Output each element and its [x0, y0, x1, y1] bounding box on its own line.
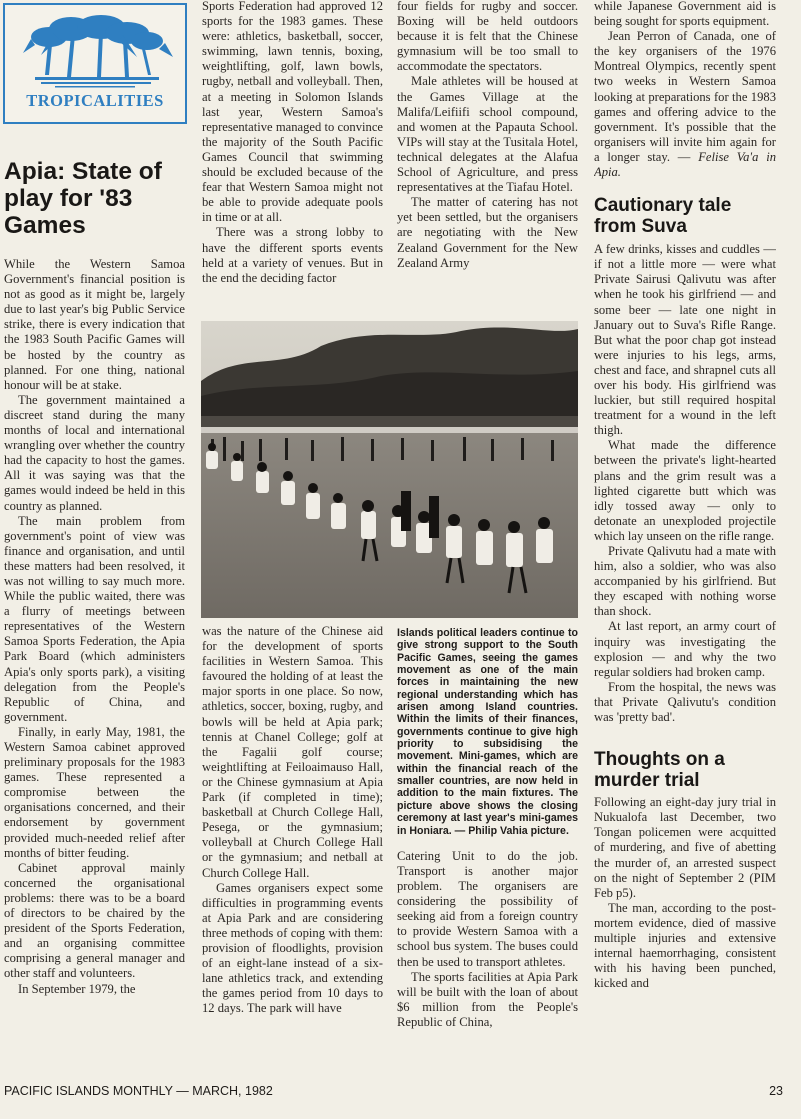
- story-apia-text-col3-top: [397, 0, 578, 316]
- paragraph: At last report, an army court of inquiry was investigating the explosion — and why the two regular soldiers had broken camp.: [594, 619, 776, 679]
- paragraph: In September 1979, the: [18, 981, 136, 996]
- paragraph: was the nature of the Chinese aid for the development of sports facilities in Western Samoa. This favoured the holding of at least the major sports in one place. So now, athletics, soccer, boxing, rugby, and bowls will be held at Apia park; tennis at Chanel College; golf at the Fagalii golf course; weightlifting at Feiloaimauso Hall, or the Chinese gymnasium at Apia Park (if completed in time); basketball at Church College Hall, Pesega, or the gymnasium; volleyball at Church College Hall or the gymnasium; and netball at Church College Hall.: [202, 624, 383, 880]
- paragraph: while Japanese Government aid is being sought for sports equipment.: [594, 0, 776, 29]
- column-3-bottom: [397, 627, 578, 1030]
- column-1: [4, 158, 185, 997]
- byline: Felise Va'a in Apia.: [594, 149, 776, 180]
- paragraph: While the Western Samoa Government's financial position is not as good as it might be, largely due to last year's big Public Service strike, there is every indication that the 1983 South Pacific Games will be hosted by the country as planned. For one thing, national honour will be at stake.: [4, 257, 185, 392]
- photo-image: [201, 321, 578, 618]
- closing-ceremony-photo: [201, 321, 578, 618]
- story-apia-text-col3-bottom: [397, 849, 578, 1030]
- paragraph: Following an eight-day jury trial in Nukualofa last December, two Tongan policemen were acquitted of murdering, and five of abetting the murder of, an arrested suspect on the night of September 2 (PIM Feb p5).: [594, 795, 776, 900]
- paragraph: Male athletes will be housed at the Games Village at the Malifa/Leifiifi school compound, and women at the Papauta School. VIPs will stay at the Tusitala Hotel, technical delegates at the Alafua School of Agriculture, and press representatives at the Tiafau Hotel.: [397, 74, 578, 195]
- paragraph-text: Jean Perron of Canada, one of the key organisers of the 1976 Montreal Olympics, recently spent two weeks in Western Samoa looking at preparations for the 1983 games and offering advice to the government. It's possible that the organisers will invite him again for a longer stay. —: [594, 29, 776, 164]
- story-suva-text: [594, 242, 776, 725]
- paragraph: From the hospital, the news was that Private Qalivutu's condition was 'pretty bad'.: [594, 679, 776, 725]
- paragraph: There was a strong lobby to have the different sports events held at a variety of venues. But in the end the deciding factor: [202, 225, 383, 285]
- paragraph: The matter of catering has not yet been settled, but the organisers are negotiating with the New Zealand Government for the New Zealand Army: [397, 195, 578, 270]
- paragraph: Catering Unit to do the job. Transport is another major problem. The organisers are considering the possibility of seeking aid from a foreign country to provide Western Samoa with a school bus system. The buses could then be used to transport athletes.: [397, 848, 578, 969]
- publication-footer: PACIFIC ISLANDS MONTHLY — MARCH, 1982: [4, 1084, 273, 1098]
- column-4: [594, 0, 776, 991]
- paragraph: The main problem from government's point of view was finance and organisation, and until these matters had been resolved, it was not willing to say much more. While the public waited, there was a flurry of meetings between representatives of the Western Samoa Sports Federation, the Apia Park Board (which administers Apia's only sports park), a visiting delegation from the People's Republic of China, and government.: [4, 513, 185, 724]
- paragraph: Cabinet approval mainly concerned the organisational problems: there was to be a board of directors to be chaired by the president of the Sports Federation, and an organising committee comprising a general manager and other staff and volunteers.: [4, 860, 185, 981]
- tropicalities-logo: [3, 3, 187, 124]
- paragraph: Games organisers expect some difficulties in programming events at Apia Park and are considering three methods of coping with them: provision of floodlights, provision of an eight-lane instead of a six-lane athletics track, and extending the games period from 10 days to 12 days. The park will have: [202, 880, 383, 1016]
- paragraph: Finally, in early May, 1981, the Western Samoa cabinet approved preliminary proposals for the 1983 games. These represented a compromise between the organisations concerned, and their endorsement by government provided much-needed relief after months of bitter feuding.: [4, 724, 185, 860]
- palm-trees-icon: [5, 5, 185, 93]
- paragraph: four fields for rugby and soccer. Boxing will be held outdoors because it is felt that the Chinese gymnasium will be too small to accommodate the spectators.: [397, 0, 578, 74]
- paragraph: A few drinks, kisses and cuddles — if not a little more — were what Private Sairusi Qalivutu was after when he took his girlfriend — and some beer — late one night in January out to Suva's Rifle Range. But what the poor chap got instead were injuries to his legs, arms, chest and face, and shrapnel cuts all over his body. His girlfriend was luckier, but still required hospital treatment for a wound in the left thigh.: [594, 242, 776, 438]
- story-murder-trial-text: [594, 795, 776, 991]
- story-apia-text-col2-bottom: [202, 624, 383, 1016]
- story-apia-text-col4: [594, 0, 776, 180]
- paragraph: What made the difference between the private's light-hearted plans and the grim result was a lighted cigarette butt which was idly tossed away — only to detonate an unexploded projectile which lay unseen on the rifle range.: [594, 438, 776, 543]
- page-number: 23: [769, 1084, 783, 1098]
- paragraph: Sports Federation had approved 12 sports for the 1983 games. These were: athletics, basketball, soccer, swimming, lawn tennis, boxing, weightlifting, golf, lawn bowls, rugby, netball and volleyball. Then, at a meeting in Solomon Islands last year, Western Samoa's representative managed to convince the majority of the South Pacific Games Council that swimming should be excluded because of the fear that Western Samoa might not be able to provide adequate pools in time or at all.: [202, 0, 383, 225]
- story-apia-text-col2-top: [202, 0, 383, 316]
- paragraph: [594, 29, 776, 180]
- paragraph: The sports facilities at Apia Park will be built with the loan of about $6 million from the People's Republic of China,: [397, 969, 578, 1029]
- story-headline-suva: Cautionary tale from Suva: [594, 195, 732, 238]
- story-apia-text-col1: [4, 257, 185, 997]
- photo-caption: Islands political leaders continue to give strong support to the South Pacific Games, seeing the games movement as one of the main forces in maintaining the new regional understanding which has arisen among Island countries. Within the limits of their finances, governments continue to give high priority to subsidising the movement. Mini-games, which are within the financial reach of the smaller countries, are now held in addition to the main fixtures. The picture above shows the closing ceremony at last year's mini-games in Honiara. — Philip Vahia picture.: [397, 627, 578, 837]
- section-logo-label: TROPICALITIES: [26, 91, 164, 110]
- story-headline-apia: Apia: State of play for '83 Games: [4, 158, 162, 239]
- paragraph: Private Qalivutu had a mate with him, also a soldier, who was also accompanied by his girlfriend. But they escaped with nothing worse than shock.: [594, 544, 776, 619]
- story-headline-murder-trial: Thoughts on a murder trial: [594, 749, 725, 792]
- paragraph: The government maintained a discreet stand during the many months of local and international wrangling over whether the country had the capacity to host the games. All it was saying was that the games would indeed be held in this country as planned.: [4, 392, 185, 513]
- paragraph: The man, according to the post-mortem evidence, died of massive multiple injuries and extensive internal haemorrhaging, consistent with his having been punched, kicked and: [594, 900, 776, 991]
